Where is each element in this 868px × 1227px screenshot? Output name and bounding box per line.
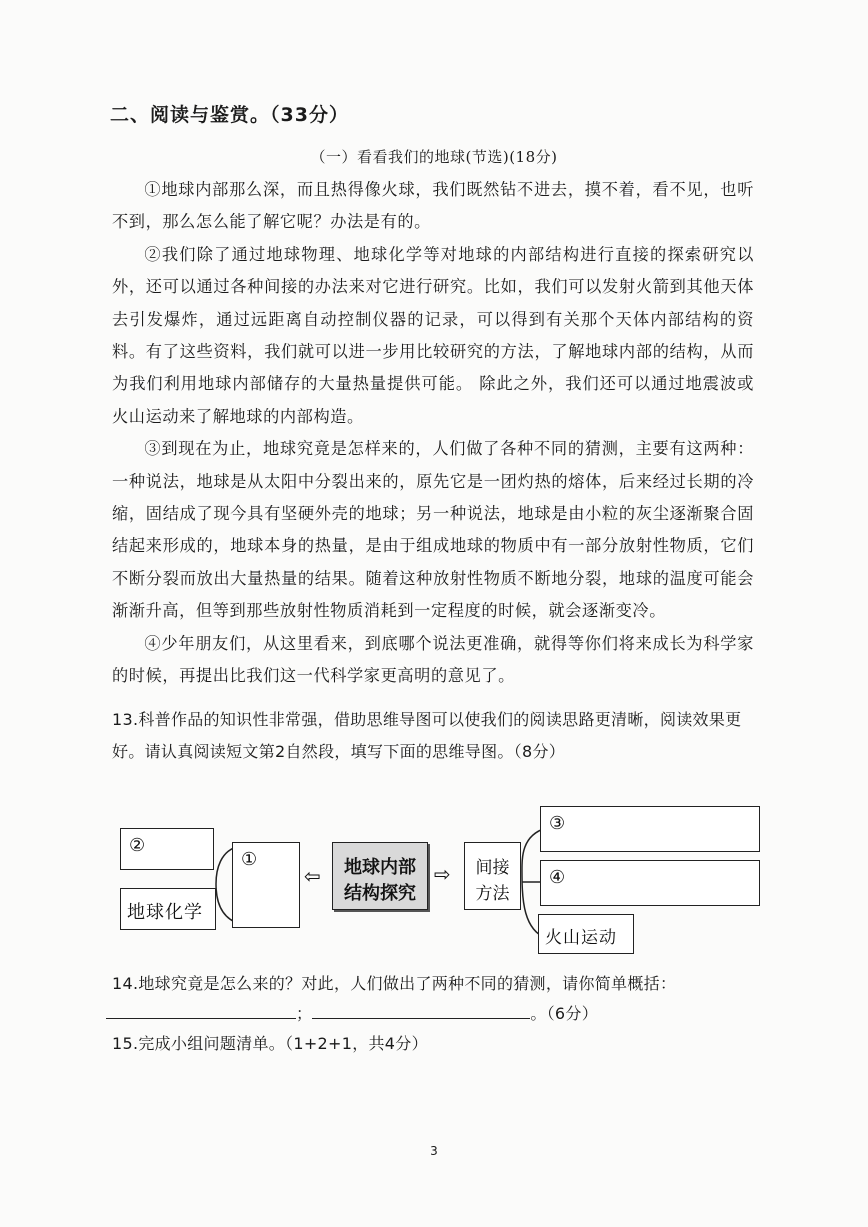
answer-blank-2[interactable] <box>312 998 530 1019</box>
map-node-3-label: ③ <box>549 813 566 834</box>
article-paragraph-4: ④少年朋友们，从这里看来，到底哪个说法更准确，就得等你们将来成长为科学家的时候，再提出比我们这一代科学家更高明的意见了。 <box>112 633 754 686</box>
map-node-4-label: ④ <box>549 867 566 888</box>
question-14-answer-line <box>106 998 756 1029</box>
article-paragraph-1: ①地球内部那么深，而且热得像火球，我们既然钻不进去，摸不着，看不见，也听不到，那么怎么能了解它呢？办法是有的。 <box>112 180 754 232</box>
arrow-left-icon: ⇦ <box>304 864 321 888</box>
article-body <box>112 174 754 693</box>
map-node-volcano-label: 火山运动 <box>545 928 617 948</box>
article-title: （一）看看我们的地球(节选)(18分) <box>310 148 558 166</box>
page-number: 3 <box>430 1144 438 1158</box>
question-14: 14.地球究竟是怎么来的？对此，人们做出了两种不同的猜测，请你简单概括： <box>112 974 677 993</box>
map-node-3-blank[interactable] <box>540 806 760 852</box>
map-center-node <box>332 842 428 910</box>
map-indirect-line-2: 方法 <box>475 884 510 904</box>
map-node-1-blank[interactable] <box>232 842 300 928</box>
map-node-geochemistry-label: 地球化学 <box>127 902 203 923</box>
answer-blank-1[interactable] <box>106 998 296 1019</box>
map-node-1-label: ① <box>241 849 258 870</box>
map-node-geochemistry <box>120 888 216 930</box>
answer-separator: ； <box>296 1004 313 1023</box>
question-13: 13.科普作品的知识性非常强，借助思维导图可以使我们的阅读思路更清晰，阅读效果更好。请认真阅读短文第2自然段，填写下面的思维导图。（8分） <box>112 710 742 761</box>
map-node-volcano <box>538 914 634 954</box>
map-center-line-1: 地球内部 <box>344 857 416 878</box>
question-14-score: 。（6分） <box>530 1004 598 1023</box>
article-paragraph-2: ②我们除了通过地球物理、地球化学等对地球的内部结构进行直接的探索研究以外，还可以通过各种间接的办法来对它进行研究。比如，我们可以发射火箭到其他天体去引发爆炸，通过远距离自动控制仪器的记录，可以得到有关那个天体内部结构的资料。有了这些资料，我们就可以进一步用比较研究的方法，了解地球内部的结构，从而为我们利用地球内部储存的大量热量提供可能。 除此之外，我们还可以通过地震波或火山运动来了解地球的内部构造。 <box>112 244 754 426</box>
map-node-4-blank[interactable] <box>540 860 760 906</box>
question-15: 15.完成小组问题清单。（1+2+1，共4分） <box>112 1034 428 1053</box>
map-node-indirect-method <box>464 842 521 910</box>
map-center-line-2: 结构探究 <box>344 883 416 904</box>
section-title: 二、阅读与鉴赏。（33分） <box>110 104 349 126</box>
map-node-2-label: ② <box>129 835 146 856</box>
arrow-right-icon: ⇨ <box>434 862 451 886</box>
map-indirect-line-1: 间接 <box>475 858 510 878</box>
map-node-2-blank[interactable] <box>120 828 214 870</box>
article-paragraph-3: ③到现在为止，地球究竟是怎样来的，人们做了各种不同的猜测，主要有这两种：一种说法，地球是从太阳中分裂出来的，原先它是一团灼热的熔体，后来经过长期的冷缩，固结成了现今具有坚硬外壳的地球；另一种说法，地球是由小粒的灰尘逐渐聚合固结起来形成的，地球本身的热量，是由于组成地球的物质中有一部分放射性物质，它们不断分裂而放出大量热量的结果。随着这种放射性物质不断地分裂，地球的温度可能会渐渐升高，但等到那些放射性物质消耗到一定程度的时候，就会逐渐变冷。 <box>112 439 754 621</box>
